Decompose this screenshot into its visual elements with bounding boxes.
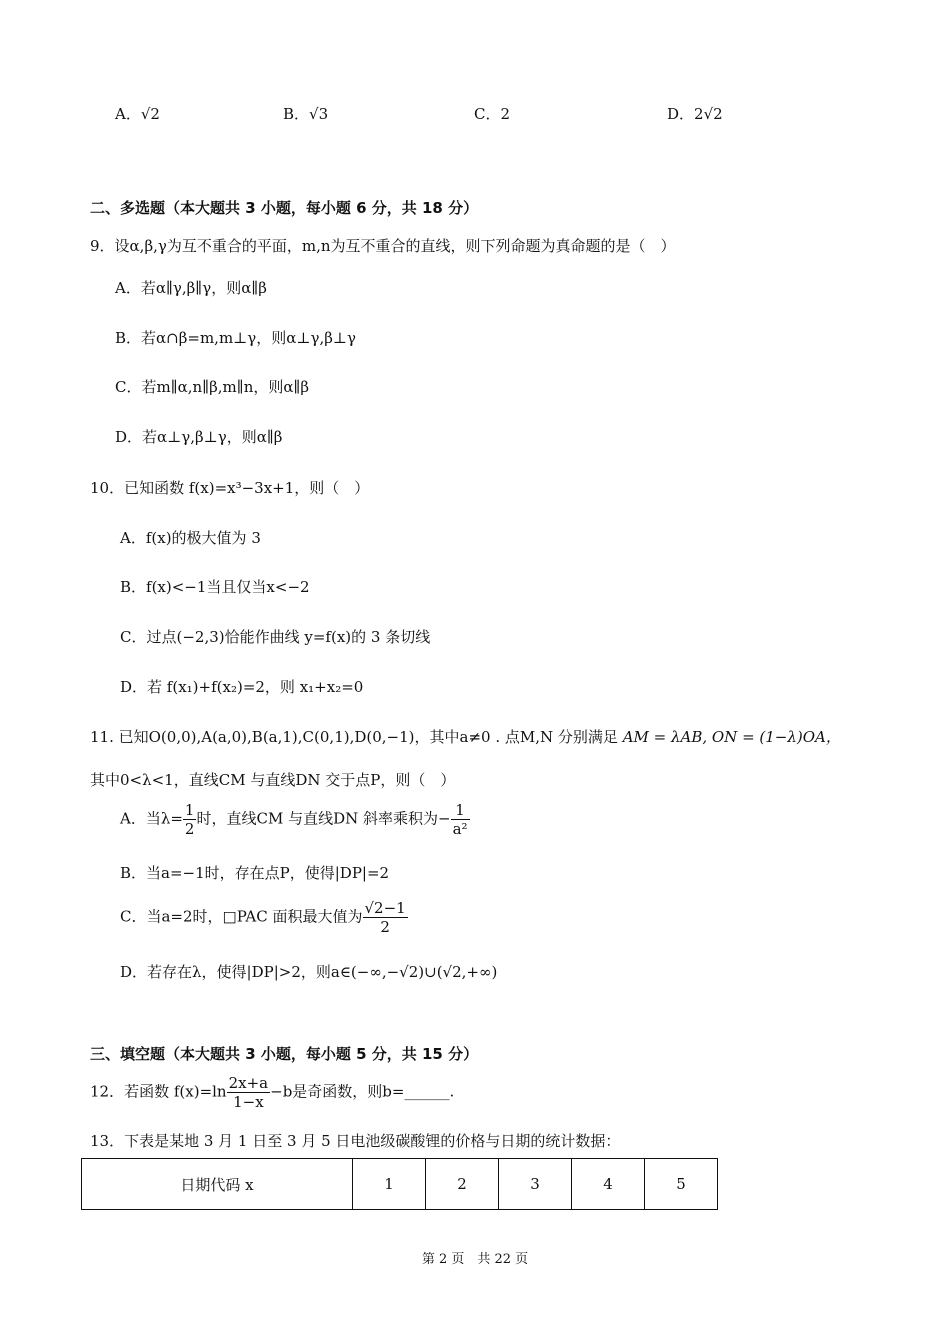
q11-option-b: B．当a=−1时，存在点P，使得|DP|=2 [120,864,390,882]
q10-option-d: D．若 f(x₁)+f(x₂)=2，则 x₁+x₂=0 [120,678,364,696]
q12-question: 12．若函数 f(x)=ln $\frac{2x+a}{1-x}$ −b是奇函数，则b=______. [90,1074,455,1111]
q10-option-a: A．f(x)的极大值为 3 [120,529,261,547]
q8-option-b: B．√3 [283,105,329,123]
q8-option-a: A．√2 [115,105,160,123]
table-cell: 3 [499,1159,572,1210]
q10-option-b: B．f(x)<−1当且仅当x<−2 [120,578,310,596]
page-footer: 第 2 页 共 22 页 [421,1252,529,1267]
q9-option-a: A．若α∥γ,β∥γ，则α∥β [115,279,267,297]
q11-stem-line1 [90,726,841,747]
fraction-one-half: $\frac{1}{2}$ [184,801,195,838]
table-cell: 2 [426,1159,499,1210]
fraction-2x-plus-a-over-1-minus-x: $\frac{2x+a}{1-x}$ [228,1074,269,1111]
table-cell: 5 [645,1159,718,1210]
q9-stem: 9．设α,β,γ为互不重合的平面，m,n为互不重合的直线，则下列命题为真命题的是（ ） [90,237,676,255]
q10-stem: 10．已知函数 f(x)=x³−3x+1，则（ ） [90,479,370,497]
fraction-one-over-a-squared: $\frac{1}{\text{a²}}$ [452,801,468,838]
q9-option-d: D．若α⊥γ,β⊥γ，则α∥β [115,428,283,446]
table-row [82,1159,718,1210]
q13-stem: 13．下表是某地 3 月 1 日至 3 月 5 日电池级碳酸锂的价格与日期的统计数据： [90,1132,621,1150]
section-multiple-choice-heading: 二、多选题（本大题共 3 小题，每小题 6 分，共 18 分） [90,199,479,217]
price-date-table [81,1158,718,1210]
table-header-cell: 日期代码 x [82,1159,353,1210]
q11-option-d: D．若存在λ，使得|DP|>2，则a∈(−∞,−√2)∪(√2,+∞) [120,963,498,981]
q11-option-c: C．当a=2时，□PAC 面积最大值为 $\frac{√2-1}{2}$ [120,899,406,936]
q11-option-a: A．当λ= $\frac{1}{2}$ 时，直线CM 与直线DN 斜率乘积为− $\frac{1}{\text{a²}}$ [120,801,468,838]
table-cell: 1 [353,1159,426,1210]
q11-stem-text: 11. 已知O(0,0),A(a,0),B(a,1),C(0,1),D(0,−1)，其中a≠0 . 点M,N 分别满足 [90,728,618,746]
q9-option-b: B．若α∩β=m,m⊥γ，则α⊥γ,β⊥γ [115,329,356,347]
q11-stem-line2: 其中0<λ<1，直线CM 与直线DN 交于点P，则（ ） [90,771,456,789]
section-fill-in-heading: 三、填空题（本大题共 3 小题，每小题 5 分，共 15 分） [90,1045,479,1063]
fraction-root2-minus-1-over-2: $\frac{√2-1}{2}$ [364,899,406,936]
q10-option-c: C．过点(−2,3)恰能作曲线 y=f(x)的 3 条切线 [120,628,431,646]
q8-option-d: D．2√2 [667,105,723,123]
q9-option-c: C．若m∥α,n∥β,m∥n，则α∥β [115,378,310,396]
table-cell: 4 [572,1159,645,1210]
q8-option-c: C．2 [474,105,511,123]
q11-vector-condition: AM = λAB, ON = (1−λ)OA， [622,728,841,746]
